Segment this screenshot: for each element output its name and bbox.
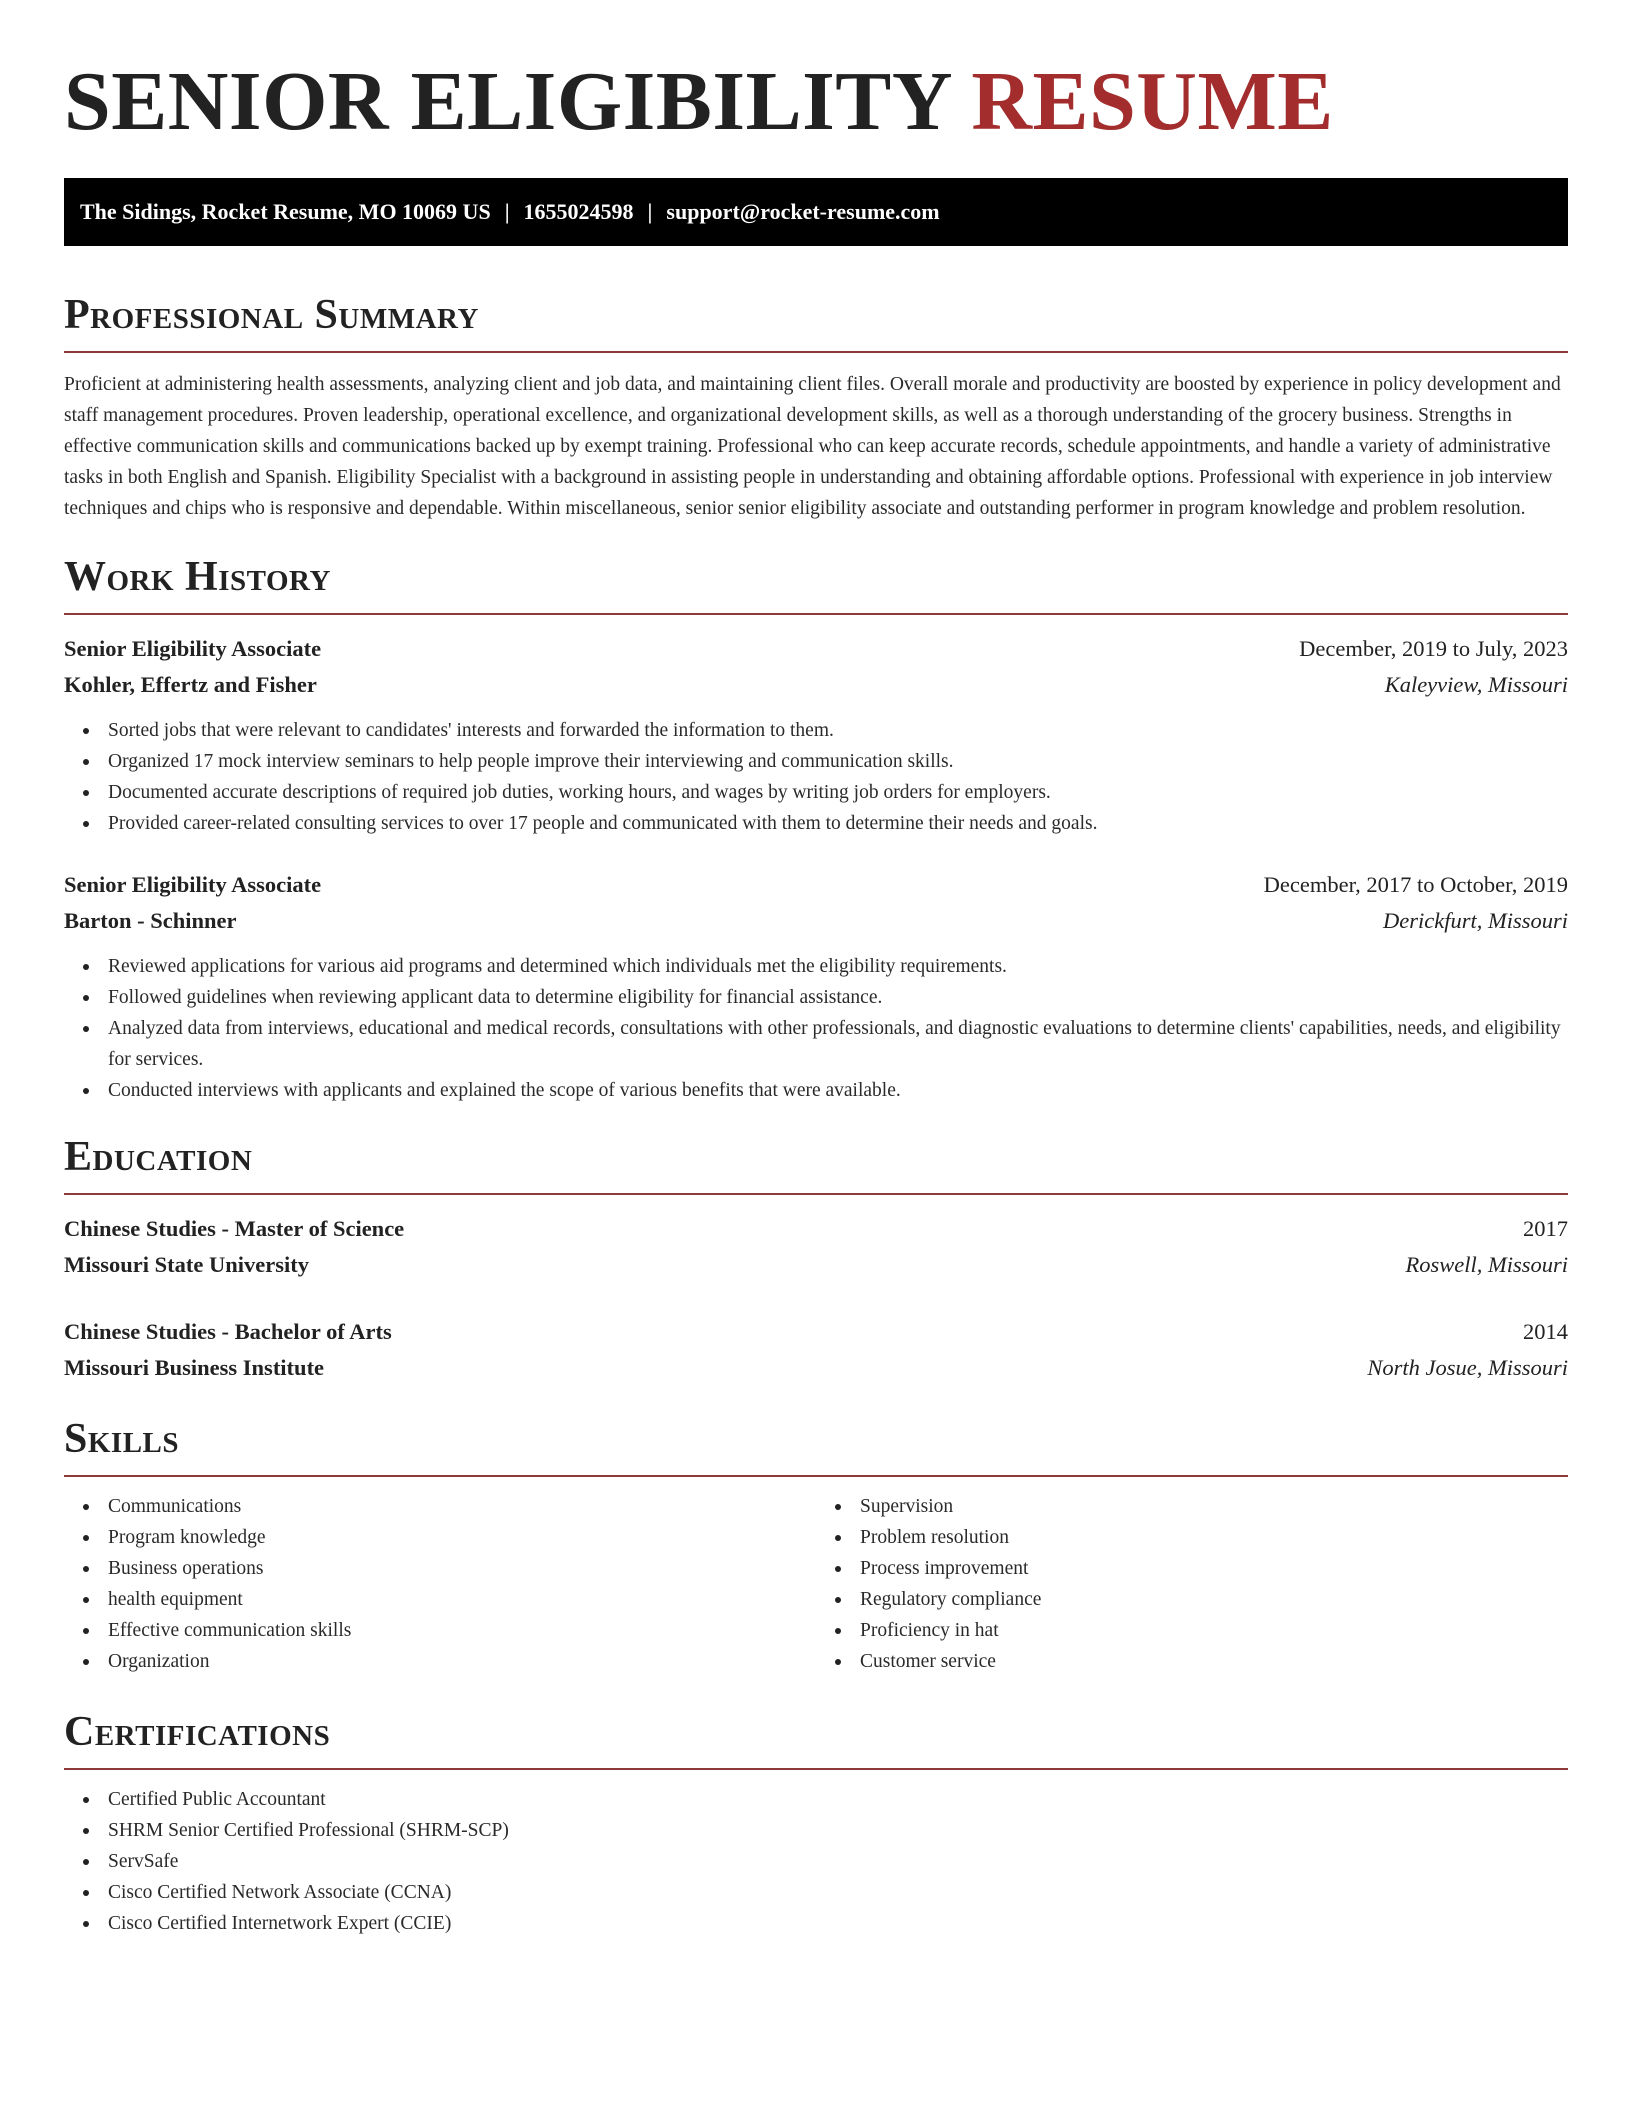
- summary-text: Proficient at administering health assessments, analyzing client and job data, and maintaining client files. Overall morale and productivity are boosted by experience in policy development and staff management procedures. Proven leadership, operational excellence, and organizational development skills, as well as a thorough understanding of the grocery business. Strengths in effective communication skills and communications backed up by exempt training. Professional who can keep accurate records, schedule appointments, and handle a variety of administrative tasks in both English and Spanish. Eligibility Specialist with a background in assisting people in understanding and obtaining affordable options. Professional with experience in job interview techniques and chips who is responsive and dependable. Within miscellaneous, senior senior eligibility associate and outstanding performer in program knowledge and problem resolution.: [64, 374, 1561, 519]
- job-company-row: [64, 667, 1568, 703]
- section-divider: [64, 1193, 1568, 1195]
- skill-item: Supervision: [860, 1491, 1568, 1522]
- job-company-row: [64, 903, 1568, 939]
- job-duties-list: [64, 715, 1568, 839]
- contact-email[interactable]: support@rocket-resume.com: [666, 199, 940, 224]
- degree-year: 2017: [1523, 1216, 1568, 1241]
- skill-item: Regulatory compliance: [860, 1584, 1568, 1615]
- job-company: Kohler, Effertz and Fisher: [64, 672, 317, 697]
- skill-item: Process improvement: [860, 1553, 1568, 1584]
- summary-heading: Professional Summary: [64, 292, 479, 338]
- degree-row: [64, 1314, 1568, 1350]
- skill-item: Effective communication skills: [108, 1615, 816, 1646]
- contact-separator: |: [504, 199, 510, 224]
- resume-title: [64, 0, 1568, 152]
- job-dates: December, 2019 to July, 2023: [1299, 636, 1568, 661]
- contact-phone: 1655024598: [523, 199, 634, 224]
- school-row: [64, 1247, 1568, 1283]
- job-location: Kaleyview, Missouri: [1384, 672, 1568, 697]
- certification-item: ServSafe: [108, 1846, 1568, 1877]
- job-title: Senior Eligibility Associate: [64, 872, 322, 897]
- degree-year: 2014: [1523, 1319, 1568, 1344]
- list-item: Documented accurate descriptions of required job duties, working hours, and wages by writing job orders for employers.: [108, 777, 1568, 808]
- title-main: SENIOR ELIGIBILITY: [64, 55, 972, 148]
- list-item: Organized 17 mock interview seminars to help people improve their interviewing and communication skills.: [108, 746, 1568, 777]
- certification-item: SHRM Senior Certified Professional (SHRM-SCP): [108, 1815, 1568, 1846]
- job-duties-list: [64, 951, 1568, 1106]
- section-divider: [64, 613, 1568, 615]
- school-row: [64, 1350, 1568, 1386]
- list-item: Reviewed applications for various aid programs and determined which individuals met the eligibility requirements.: [108, 951, 1568, 982]
- education-entry: [64, 1211, 1568, 1283]
- skill-item: health equipment: [108, 1584, 816, 1615]
- degree-row: [64, 1211, 1568, 1247]
- education-heading: Education: [64, 1134, 253, 1180]
- skill-item: Organization: [108, 1646, 816, 1677]
- section-divider: [64, 1475, 1568, 1477]
- certification-item: Certified Public Accountant: [108, 1784, 1568, 1815]
- skill-item: Business operations: [108, 1553, 816, 1584]
- school-name: Missouri State University: [64, 1252, 309, 1277]
- skills-heading: Skills: [64, 1416, 180, 1462]
- education-entry: [64, 1314, 1568, 1386]
- section-divider: [64, 351, 1568, 353]
- contact-bar: [64, 178, 1568, 246]
- skill-item: Program knowledge: [108, 1522, 816, 1553]
- skill-item: Customer service: [860, 1646, 1568, 1677]
- certification-item: Cisco Certified Network Associate (CCNA): [108, 1877, 1568, 1908]
- skill-item: Proficiency in hat: [860, 1615, 1568, 1646]
- skill-item: Problem resolution: [860, 1522, 1568, 1553]
- school-location: North Josue, Missouri: [1367, 1355, 1568, 1380]
- certifications-heading: Certifications: [64, 1709, 331, 1755]
- skills-list-left: [64, 1491, 816, 1677]
- degree-name: Chinese Studies - Master of Science: [64, 1216, 405, 1241]
- job-title-row: [64, 867, 1568, 903]
- job-entry: [64, 867, 1568, 1106]
- contact-separator: |: [647, 199, 653, 224]
- skills-grid: [64, 1491, 1568, 1677]
- job-entry: [64, 631, 1568, 839]
- list-item: Provided career-related consulting services to over 17 people and communicated with them to determine their needs and goals.: [108, 808, 1568, 839]
- job-title-row: [64, 631, 1568, 667]
- job-title: Senior Eligibility Associate: [64, 636, 322, 661]
- list-item: Sorted jobs that were relevant to candidates' interests and forwarded the information to them.: [108, 715, 1568, 746]
- list-item: Followed guidelines when reviewing applicant data to determine eligibility for financial assistance.: [108, 982, 1568, 1013]
- skills-list-right: [816, 1491, 1568, 1677]
- skill-item: Communications: [108, 1491, 816, 1522]
- certification-item: Cisco Certified Internetwork Expert (CCIE): [108, 1908, 1568, 1939]
- work-history-heading: Work History: [64, 554, 331, 600]
- job-location: Derickfurt, Missouri: [1383, 908, 1568, 933]
- list-item: Analyzed data from interviews, educational and medical records, consultations with other professionals, and diagnostic evaluations to determine clients' capabilities, needs, and eligibility for services.: [108, 1013, 1568, 1075]
- list-item: Conducted interviews with applicants and explained the scope of various benefits that were available.: [108, 1075, 1568, 1106]
- section-divider: [64, 1768, 1568, 1770]
- job-company: Barton - Schinner: [64, 908, 237, 933]
- title-accent: RESUME: [971, 55, 1334, 148]
- job-dates: December, 2017 to October, 2019: [1263, 872, 1568, 897]
- school-name: Missouri Business Institute: [64, 1355, 325, 1380]
- school-location: Roswell, Missouri: [1405, 1252, 1568, 1277]
- certifications-list: [64, 1784, 1568, 1939]
- degree-name: Chinese Studies - Bachelor of Arts: [64, 1319, 392, 1344]
- contact-address: The Sidings, Rocket Resume, MO 10069 US: [80, 199, 491, 224]
